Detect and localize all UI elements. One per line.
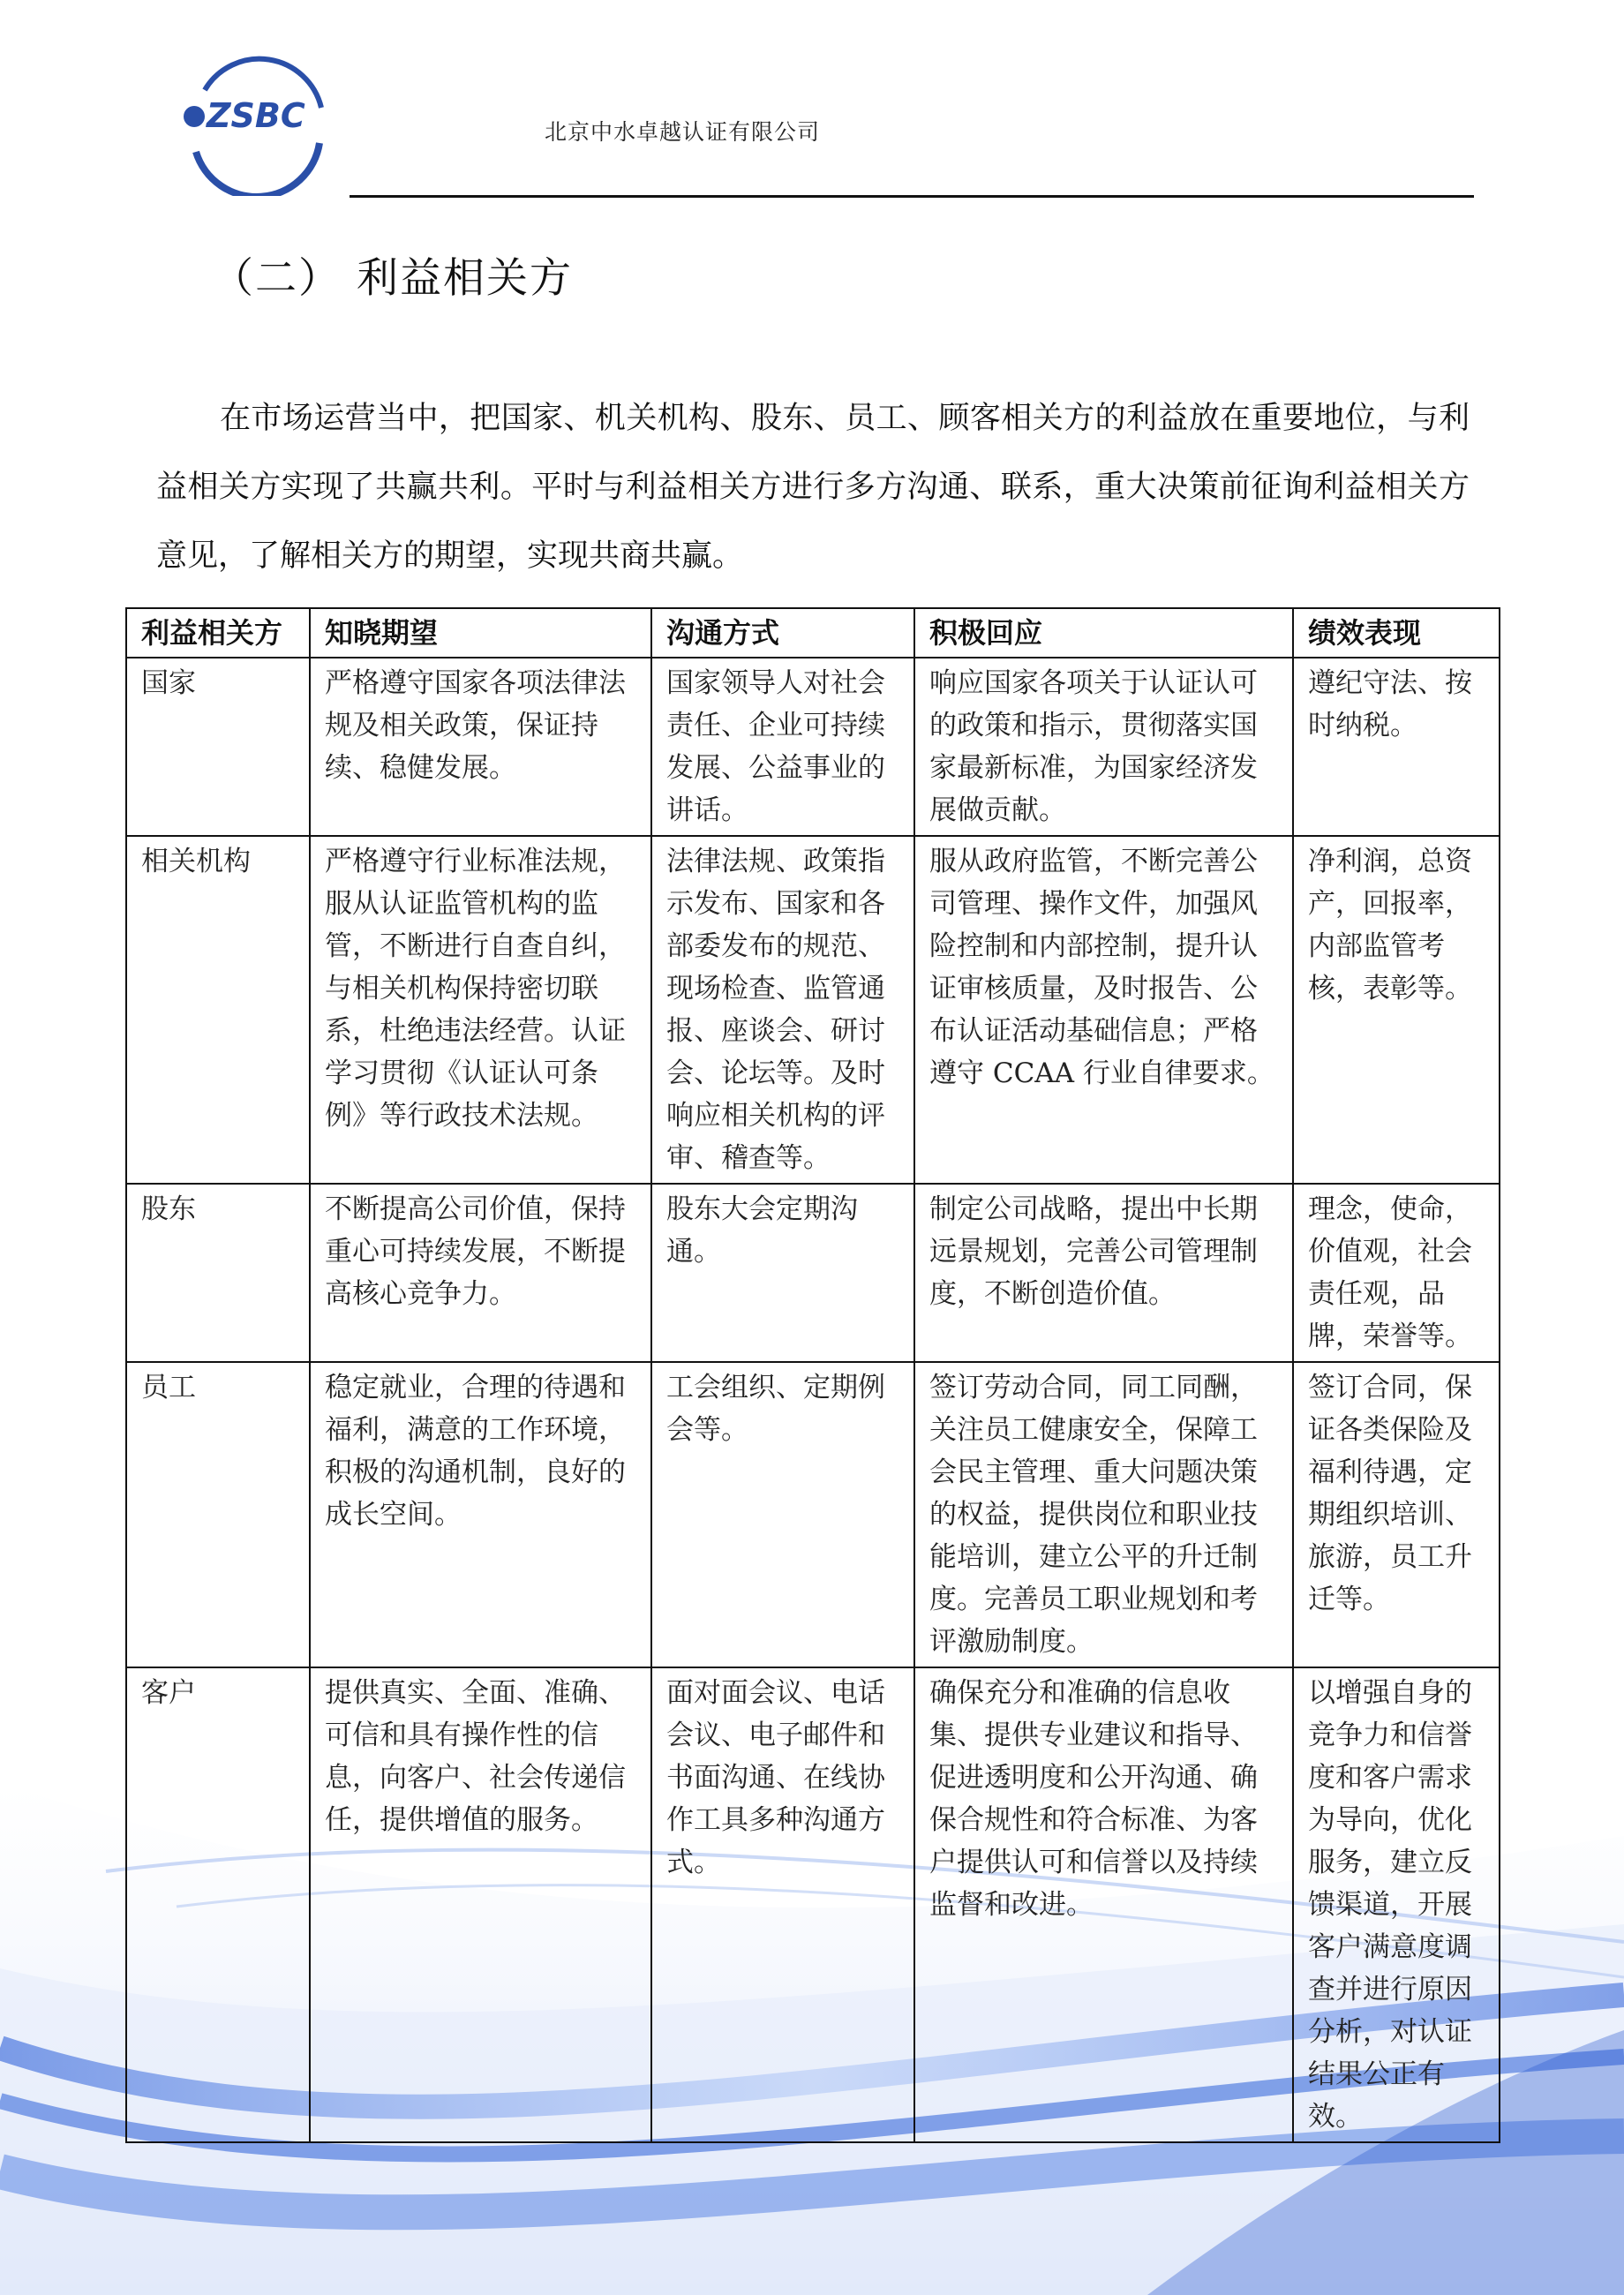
intro-paragraph: 在市场运营当中，把国家、机关机构、股东、员工、顾客相关方的利益放在重要地位，与利益相关方实现了共赢共利。平时与利益相关方进行多方沟通、联系，重大决策前征询利益相关方意见，了解相关方的期望，实现共商共赢。	[156, 401, 1470, 574]
table-row	[126, 836, 1500, 1184]
cell-stakeholder: 股东	[126, 1184, 310, 1362]
company-name: 北京中水卓越认证有限公司	[545, 119, 821, 145]
cell-response: 确保充分和准确的信息收集、提供专业建议和指导、促进透明度和公开沟通、确保合规性和符合标准、为客户提供认可和信誉以及持续监督和改进。	[914, 1667, 1293, 2142]
cell-stakeholder: 客户	[126, 1667, 310, 2142]
cell-performance: 理念，使命，价值观，社会责任观，品牌，荣誉等。	[1293, 1184, 1500, 1362]
cell-response: 签订劳动合同，同工同酬，关注员工健康安全，保障工会民主管理、重大问题决策的权益，提供岗位和职业技能培训，建立公平的升迁制度。完善员工职业规划和考评激励制度。	[914, 1362, 1293, 1667]
table-row	[126, 1184, 1500, 1362]
logo-text: ZSBC	[207, 96, 305, 135]
header-divider	[350, 195, 1474, 198]
cell-communication: 国家领导人对社会责任、企业可持续发展、公益事业的讲话。	[651, 658, 914, 836]
cell-performance: 净利润，总资产，回报率，内部监管考核，表彰等。	[1293, 836, 1500, 1184]
cell-stakeholder: 员工	[126, 1362, 310, 1667]
cell-communication: 工会组织、定期例会等。	[651, 1362, 914, 1667]
table-header-row	[126, 608, 1500, 658]
cell-performance: 遵纪守法、按时纳税。	[1293, 658, 1500, 836]
table-row	[126, 1667, 1500, 2142]
company-logo	[169, 55, 339, 196]
cell-expectation: 严格遵守国家各项法律法规及相关政策，保证持续、稳健发展。	[310, 658, 651, 836]
cell-expectation: 不断提高公司价值，保持重心可持续发展，不断提高核心竞争力。	[310, 1184, 651, 1362]
header-communication: 沟通方式	[651, 608, 914, 658]
section-title: （二） 利益相关方	[212, 254, 573, 303]
cell-performance: 以增强自身的竞争力和信誉度和客户需求为导向，优化服务，建立反馈渠道，开展客户满意度调查并进行原因分析，对认证结果公正有效。	[1293, 1667, 1500, 2142]
header-stakeholder: 利益相关方	[126, 608, 310, 658]
cell-expectation: 提供真实、全面、准确、可信和具有操作性的信息，向客户、社会传递信任，提供增值的服务。	[310, 1667, 651, 2142]
header-expectation: 知晓期望	[310, 608, 651, 658]
table-row	[126, 1362, 1500, 1667]
cell-communication: 股东大会定期沟通。	[651, 1184, 914, 1362]
stakeholder-table	[125, 607, 1500, 2143]
header-response: 积极回应	[914, 608, 1293, 658]
cell-response: 服从政府监管，不断完善公司管理、操作文件，加强风险控制和内部控制，提升认证审核质量，及时报告、公布认证活动基础信息；严格遵守 CCAA 行业自律要求。	[914, 836, 1293, 1184]
cell-communication: 面对面会议、电话会议、电子邮件和书面沟通、在线协作工具多种沟通方式。	[651, 1667, 914, 2142]
cell-performance: 签订合同，保证各类保险及福利待遇，定期组织培训、旅游，员工升迁等。	[1293, 1362, 1500, 1667]
cell-communication: 法律法规、政策指示发布、国家和各部委发布的规范、现场检查、监管通报、座谈会、研讨会、论坛等。及时响应相关机构的评审、稽查等。	[651, 836, 914, 1184]
cell-expectation: 稳定就业，合理的待遇和福利，满意的工作环境，积极的沟通机制，良好的成长空间。	[310, 1362, 651, 1667]
cell-stakeholder: 国家	[126, 658, 310, 836]
table-row	[126, 658, 1500, 836]
header-performance: 绩效表现	[1293, 608, 1500, 658]
cell-stakeholder: 相关机构	[126, 836, 310, 1184]
cell-response: 响应国家各项关于认证认可的政策和指示，贯彻落实国家最新标准，为国家经济发展做贡献。	[914, 658, 1293, 836]
cell-response: 制定公司战略，提出中长期远景规划，完善公司管理制度，不断创造价值。	[914, 1184, 1293, 1362]
cell-expectation: 严格遵守行业标准法规，服从认证监管机构的监管，不断进行自查自纠，与相关机构保持密切联系，杜绝违法经营。认证学习贯彻《认证认可条例》等行政技术法规。	[310, 836, 651, 1184]
